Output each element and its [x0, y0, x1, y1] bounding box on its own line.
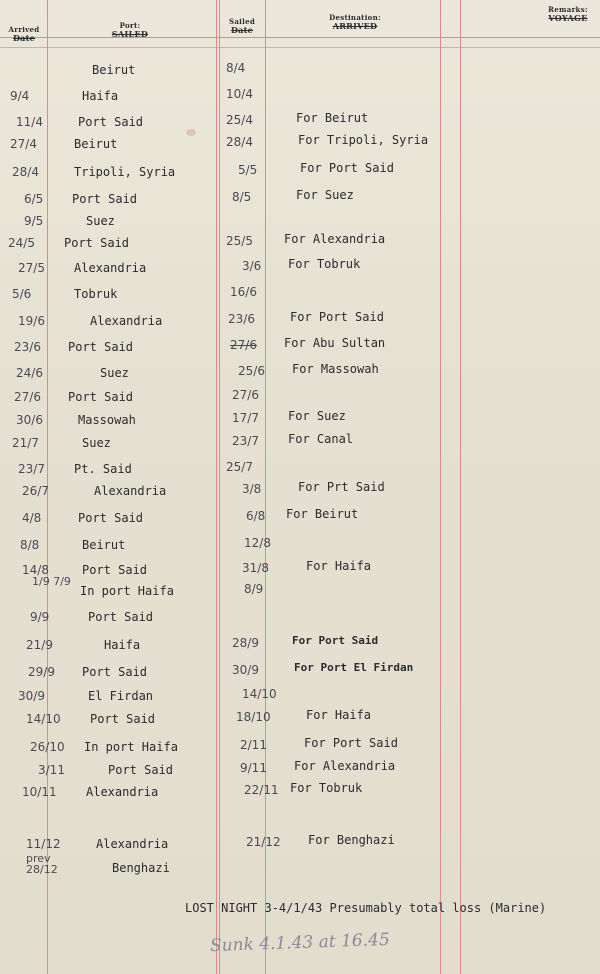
- header-port: [90, 22, 170, 38]
- arrived-date: 26/10: [30, 740, 65, 754]
- sailed-date: 14/10: [242, 687, 277, 701]
- sailed-date: 9/11: [240, 761, 267, 775]
- port-name: Port Said: [82, 563, 148, 577]
- port-name: In port Haifa: [80, 584, 174, 598]
- sailed-date: 25/7: [226, 460, 253, 474]
- port-name: Beirut: [92, 63, 136, 77]
- arrived-date: 28/4: [12, 165, 39, 179]
- header-rule: [0, 47, 600, 48]
- destination: For Port Said: [290, 310, 384, 324]
- destination: For Canal: [288, 432, 354, 446]
- destination: For Port El Firdan: [294, 661, 414, 674]
- destination: For Tobruk: [288, 257, 361, 271]
- destination: For Port Said: [304, 736, 398, 750]
- port-name: Port Said: [68, 390, 134, 404]
- arrived-date: 21/9: [26, 638, 53, 652]
- sailed-date: 27/6: [230, 338, 257, 352]
- sailed-date: 23/6: [228, 312, 255, 326]
- arrived-date: prev 28/12: [26, 852, 58, 876]
- port-name: El Firdan: [88, 689, 154, 703]
- port-name: Port Said: [88, 610, 154, 624]
- header-arrived-sub: Date: [12, 33, 36, 43]
- arrived-date: 4/8: [22, 511, 42, 525]
- arrived-date: 26/7: [22, 484, 49, 498]
- port-name: Port Said: [82, 665, 148, 679]
- port-name: Port Said: [72, 192, 138, 206]
- port-name: Alexandria: [90, 314, 163, 328]
- destination: For Alexandria: [294, 759, 396, 773]
- port-name: Alexandria: [94, 484, 167, 498]
- port-name: Suez: [86, 214, 115, 228]
- sailed-date: 21/12: [246, 835, 281, 849]
- sailed-date: 3/6: [242, 259, 262, 273]
- arrived-date: 11/4: [16, 115, 43, 129]
- arrived-date: 5/6: [12, 287, 32, 301]
- header-remarks-label: Remarks:: [548, 5, 588, 14]
- arrived-date: 11/12: [26, 837, 61, 851]
- arrived-date: 3/11: [38, 763, 65, 777]
- arrived-date: 27/6: [14, 390, 41, 404]
- destination: For Alexandria: [284, 232, 386, 246]
- arrived-date: 24/5: [8, 236, 35, 250]
- port-name: Port Said: [108, 763, 174, 777]
- destination: For Port Said: [300, 161, 394, 175]
- sailed-date: 27/6: [232, 388, 259, 402]
- destination: For Beirut: [286, 507, 359, 521]
- sailed-date: 8/4: [226, 61, 246, 75]
- sailed-date: 30/9: [232, 663, 259, 677]
- destination: For Massowah: [292, 362, 379, 376]
- handwritten-signature: Sunk 4.1.43 at 16.45: [209, 929, 391, 957]
- port-name: Benghazi: [112, 861, 170, 875]
- arrived-date: 8/8: [20, 538, 40, 552]
- sailed-date: 8/5: [232, 190, 252, 204]
- port-name: Port Said: [78, 511, 144, 525]
- sailed-date: 8/9: [244, 582, 264, 596]
- arrived-date: 30/6: [16, 413, 43, 427]
- header-sailed: [220, 18, 264, 34]
- arrived-date: 9/9: [30, 610, 50, 624]
- port-name: Alexandria: [74, 261, 147, 275]
- header-port-sub: SAILED: [111, 29, 149, 39]
- port-name: Alexandria: [96, 837, 169, 851]
- destination: For Beirut: [296, 111, 369, 125]
- arrived-date: 9/4: [10, 89, 30, 103]
- port-name: Pt. Said: [74, 462, 132, 476]
- arrived-date: 27/5: [18, 261, 45, 275]
- port-name: Haifa: [104, 638, 141, 652]
- destination: For Tripoli, Syria: [298, 133, 429, 147]
- destination: For Haifa: [306, 559, 372, 573]
- ink-blot: [186, 129, 196, 136]
- sailed-date: 25/4: [226, 113, 253, 127]
- port-name: Port Said: [78, 115, 144, 129]
- destination: For Suez: [288, 409, 346, 423]
- destination: For Haifa: [306, 708, 372, 722]
- header-destination-label: Destination:: [329, 13, 381, 22]
- destination: For Port Said: [292, 634, 379, 647]
- sailed-date: 2/11: [240, 738, 267, 752]
- column-rule: [440, 0, 441, 974]
- sailed-date: 16/6: [230, 285, 257, 299]
- destination: For Prt Said: [298, 480, 385, 494]
- sailed-date: 28/4: [226, 135, 253, 149]
- sailed-date: 22/11: [244, 783, 279, 797]
- arrived-date: 14/8: [22, 563, 49, 577]
- arrived-date: 6/5: [24, 192, 44, 206]
- sailed-date: 12/8: [244, 536, 271, 550]
- sailed-date: 17/7: [232, 411, 259, 425]
- port-name: Alexandria: [86, 785, 159, 799]
- arrived-date: 23/7: [18, 462, 45, 476]
- arrived-date: 10/11: [22, 785, 57, 799]
- sailed-date: 10/4: [226, 87, 253, 101]
- destination: For Suez: [296, 188, 354, 202]
- arrived-date: 21/7: [12, 436, 39, 450]
- header-arrived-label: Arrived: [8, 25, 40, 34]
- destination: For Benghazi: [308, 833, 395, 847]
- sailed-date: 6/8: [246, 509, 266, 523]
- sailed-date: 5/5: [238, 163, 258, 177]
- header-sailed-sub: Date: [230, 25, 254, 35]
- port-name: Massowah: [78, 413, 136, 427]
- sailed-date: 31/8: [242, 561, 269, 575]
- sailed-date: 25/6: [238, 364, 265, 378]
- destination: For Tobruk: [290, 781, 363, 795]
- port-name: Beirut: [82, 538, 126, 552]
- arrived-date: 24/6: [16, 366, 43, 380]
- port-name: Port Said: [90, 712, 156, 726]
- port-name: Suez: [82, 436, 111, 450]
- arrived-date: 1/9 7/9: [32, 575, 71, 588]
- sailed-date: 25/5: [226, 234, 253, 248]
- sailed-date: 3/8: [242, 482, 262, 496]
- header-arrived: [2, 26, 46, 42]
- header-port-label: Port:: [119, 21, 141, 30]
- port-name: Haifa: [82, 89, 119, 103]
- header-remarks-sub: VOYAGE: [548, 13, 588, 23]
- port-name: In port Haifa: [84, 740, 178, 754]
- sailed-date: 18/10: [236, 710, 271, 724]
- column-rule: [265, 0, 266, 974]
- arrived-date: 23/6: [14, 340, 41, 354]
- port-name: Beirut: [74, 137, 118, 151]
- port-name: Port Said: [68, 340, 134, 354]
- sailed-date: 23/7: [232, 434, 259, 448]
- arrived-date: 30/9: [18, 689, 45, 703]
- arrived-date: 14/10: [26, 712, 61, 726]
- header-remarks: [538, 6, 598, 22]
- arrived-date: 27/4: [10, 137, 37, 151]
- header-destination: [305, 14, 405, 30]
- port-name: Tripoli, Syria: [74, 165, 176, 179]
- arrived-date: 29/9: [28, 665, 55, 679]
- destination: For Abu Sultan: [284, 336, 386, 350]
- port-name: Suez: [100, 366, 129, 380]
- port-name: Tobruk: [74, 287, 118, 301]
- arrived-date: 9/5: [24, 214, 44, 228]
- header-destination-sub: ARRIVED: [332, 21, 378, 31]
- sailed-date: 28/9: [232, 636, 259, 650]
- arrived-date: 19/6: [18, 314, 45, 328]
- column-rule: [460, 0, 461, 974]
- port-name: Port Said: [64, 236, 130, 250]
- loss-note: LOST NIGHT 3-4/1/43 Presumably total loss (Marine): [185, 901, 547, 915]
- header-sailed-label: Sailed: [228, 17, 256, 26]
- column-rule: [216, 0, 217, 974]
